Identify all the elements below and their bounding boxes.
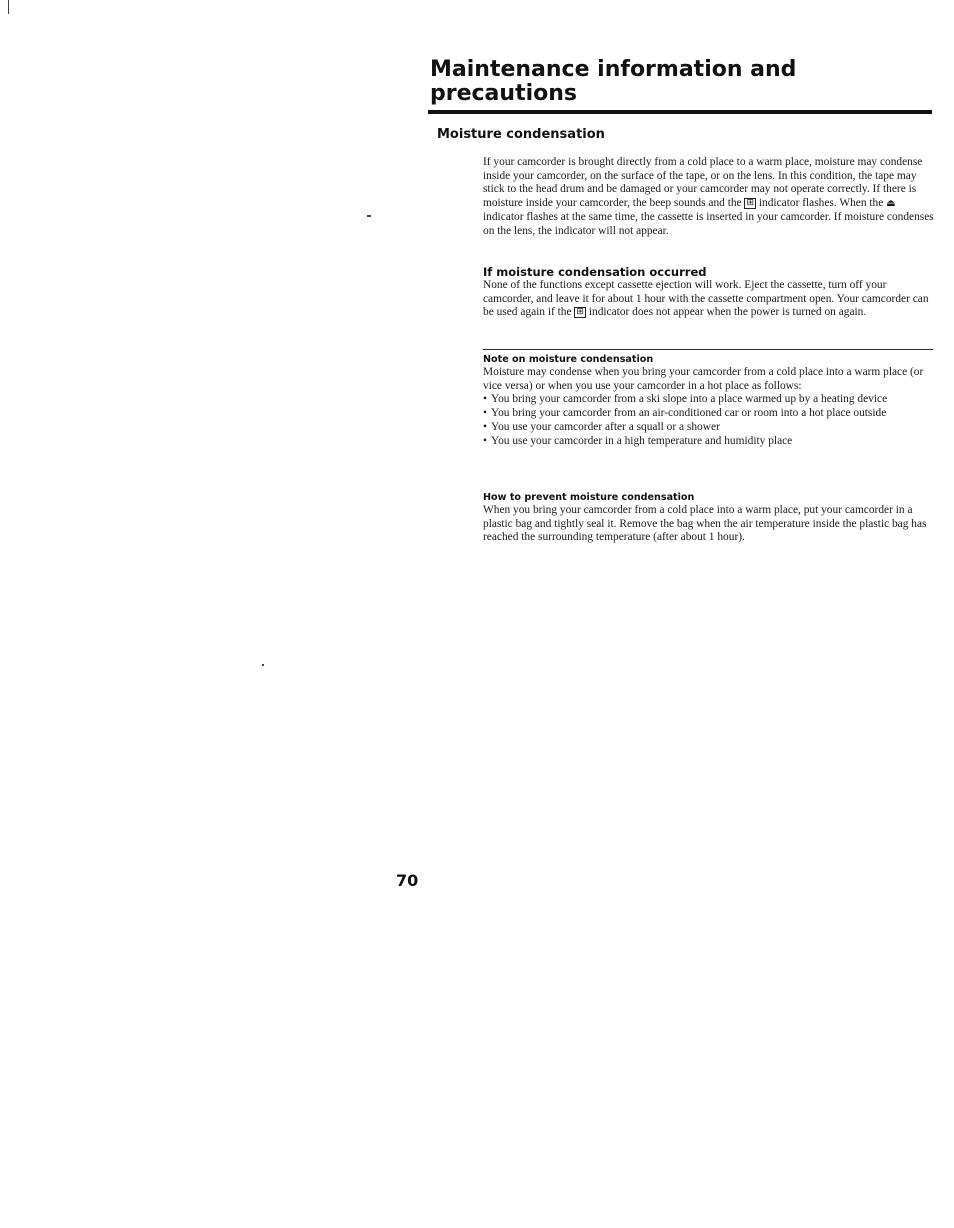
section-heading-moisture-condensation: Moisture condensation xyxy=(437,127,605,142)
prevent-paragraph: When you bring your camcorder from a cold place into a warm place, put your camcorder in a plastic bag and tightly seal it. Remove the bag when the air temperature inside the plastic bag has reached the surrounding temperature (after about 1 hour). xyxy=(483,504,927,544)
note-divider xyxy=(483,349,933,350)
note-bullet-list xyxy=(483,393,935,448)
intro-paragraph xyxy=(483,156,935,238)
moisture-indicator-icon: ⊞ xyxy=(576,307,584,318)
eject-icon: ⏏ xyxy=(886,198,896,210)
list-item: • You bring your camcorder from an air-conditioned car or room into a hot place outside xyxy=(483,407,935,421)
intro-text-2: indicator flashes. When the xyxy=(758,197,884,210)
scan-speck xyxy=(262,664,264,666)
occurred-block xyxy=(483,265,935,320)
subheading-condensation-occurred: If moisture condensation occurred xyxy=(483,265,707,279)
scan-speck xyxy=(367,215,371,217)
title-rule xyxy=(428,110,932,114)
intro-text-3: indicator flashes at the same time, the cassette is inserted in your camcorder. If moisture condenses on the lens, the indicator will not appear. xyxy=(483,210,934,237)
occurred-paragraph xyxy=(483,279,935,320)
occurred-text-1: None of the functions except cassette ejection will work. Eject the cassette, turn off your camcorder, and leave it for about 1 hour with the cassette compartment open. Your camcorder can be used again if the xyxy=(483,279,929,319)
list-item: • You use your camcorder in a high temperature and humidity place xyxy=(483,435,935,449)
note-intro: Moisture may condense when you bring your camcorder from a cold place into a warm place (or vice versa) or when you use your camcorder in a hot place as follows: xyxy=(483,366,924,392)
note-heading: Note on moisture condensation xyxy=(483,354,654,365)
intro-text-1: If your camcorder is brought directly from a cold place to a warm place, moisture may condense inside your camcorder, on the surface of the tape, or on the lens. In this condition, the tape may stick to the head drum and be damaged or your camcorder may not operate correctly. If there is moisture inside your camcorder, the beep sounds and the xyxy=(483,156,923,210)
note-block xyxy=(483,353,935,448)
intro-paragraph-block xyxy=(483,156,935,238)
prevent-block xyxy=(483,491,935,545)
prevent-heading: How to prevent moisture condensation xyxy=(483,492,695,503)
scan-edge-mark xyxy=(8,0,9,14)
page-number: 70 xyxy=(396,871,419,890)
moisture-indicator-icon: ⊞ xyxy=(746,198,755,209)
page-title: Maintenance information and precautions xyxy=(430,57,797,106)
occurred-text-2: indicator does not appear when the power is turned on again. xyxy=(588,306,867,319)
list-item: • You use your camcorder after a squall or a shower xyxy=(483,421,935,435)
list-item: • You bring your camcorder from a ski slope into a place warmed up by a heating device xyxy=(483,393,935,407)
